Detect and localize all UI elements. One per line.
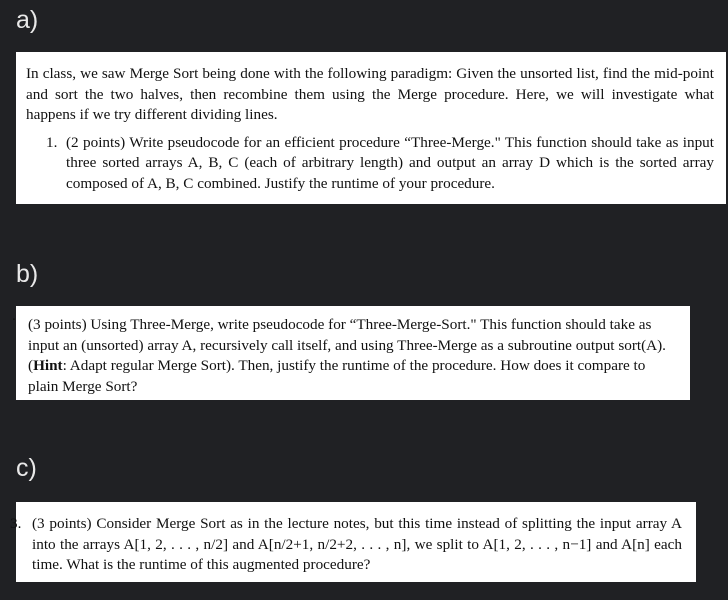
part-c-card xyxy=(10,502,696,582)
part-b-text xyxy=(28,315,676,397)
part-a-label: a) xyxy=(16,6,39,34)
part-a-item-text: (2 points) Write pseudocode for an efficient procedure “Three-Merge." This function should take as input three sorted arrays A, B, C (each of arbitrary length) and output an array D which is the sorted array composed of A, B, C combined. Justify the runtime of your procedure. xyxy=(66,133,714,192)
part-b-cut-marker: . xyxy=(12,307,16,324)
part-c-label: c) xyxy=(16,454,37,482)
part-a-intro: In class, we saw Merge Sort being done with the following paradigm: Given the unsorted list, find the mid-point and sort the two halves, then recombine them using the Merge procedure. Here, we will investigate what happens if we try different dividing lines. xyxy=(26,65,714,123)
part-a-card xyxy=(16,52,726,204)
part-b-text-post: : Adapt regular Merge Sort). Then, justify the runtime of the procedure. How does it compare to plain Merge Sort? xyxy=(28,357,646,395)
part-a-item-1 xyxy=(46,133,714,195)
part-c-text: (3 points) Consider Merge Sort as in the lecture notes, but this time instead of splitting the input array A into the arrays A[1, 2, . . . , n/2] and A[n/2+1, n/2+2, . . . , n], we split to A[1, 2, . . . , n−1] and A[n] each time. What is the runtime of this augmented procedure? xyxy=(32,515,682,573)
part-b-label: b) xyxy=(16,260,39,288)
part-b-text-pre: (3 points) Using Three-Merge, write pseudocode for “Three-Merge-Sort." This function should take as input an (unsorted) array A, recursively call itself, and using Three-Merge as a subroutine output sort(A). ( xyxy=(28,316,666,374)
part-b-card xyxy=(12,306,690,400)
part-b-hint-label: Hint xyxy=(33,357,63,374)
part-c-cut-marker: 3. xyxy=(10,515,22,532)
part-a-item-number: 1. xyxy=(46,133,58,151)
